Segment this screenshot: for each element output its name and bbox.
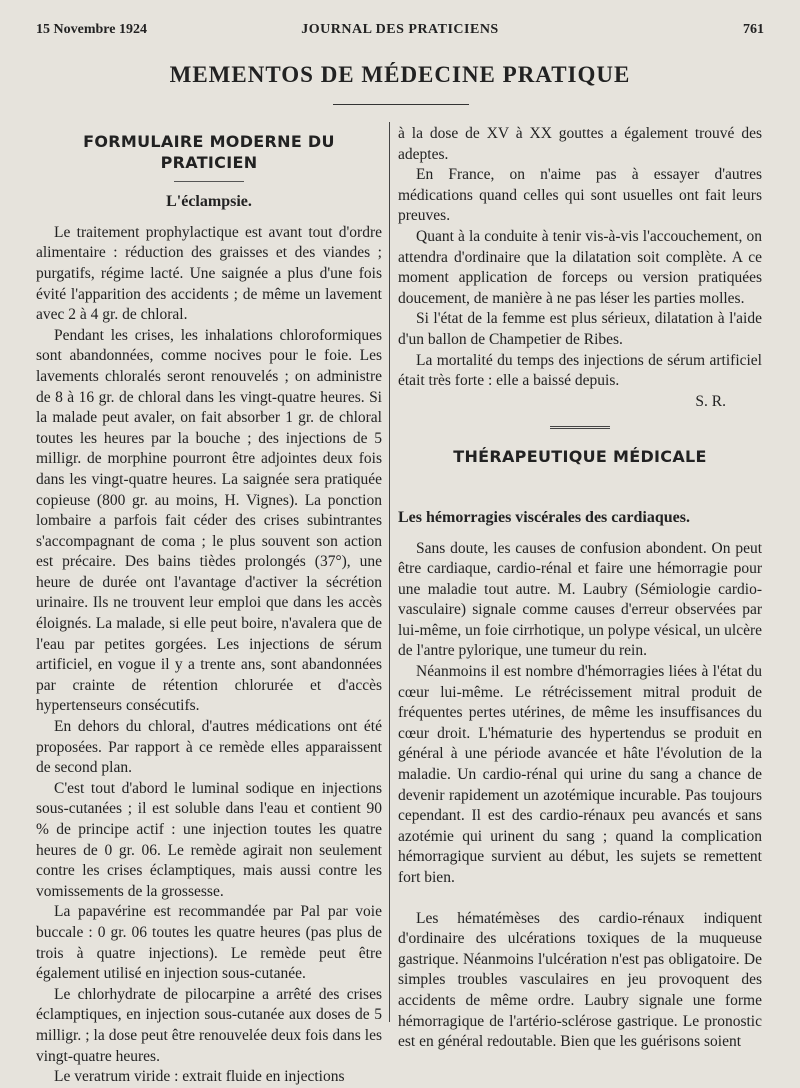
paragraph: Le traitement prophylactique est avant tout d'ordre alimentaire : réduction des graisses et des viandes ; purgatifs, régime lacté. Une saignée a plus d'une fois évité l'apparition des accidents ; de même un lavement avec 2 à 4 gr. de chloral. [36,223,382,324]
paragraph: La mortalité du temps des injections de sérum artificiel était très forte : elle a baissé depuis. [398,351,762,390]
paragraph: En dehors du chloral, d'autres médications ont été proposées. Par rapport à ce remède elles apparaissent de second plan. [36,718,382,777]
paragraph: Pendant les crises, les inhalations chloroformiques sont abandonnées, comme nocives pour le foie. Les lavements chloralés seront renouvelés ; on administre de 8 à 16 gr. de chloral dans les vingt-quatre heures. Si la malade peut avaler, on fait absorber 1 gr. de chloral toutes les heures par la bouche ; des injections de 5 milligr. de morphine pourront être adjointes deux fois dans les vingt-quatre heures. La saignée sera pratiquée copieuse (800 gr. au moins, H. Vignes). La ponction lombaire a parfois fait céder des crises subintrantes s'accompagnant de coma ; le plus souvent son action est précaire. Des bains tièdes prolongés (37°), une heure de durée ont l'avantage d'activer la sécrétion urinaire. Ils ne trouvent leur emploi que dans les accès éloignés. La malade, si elle peut boire, n'avalera que de l'eau par petites gorgées. Les injections de sérum artificiel, en vogue il y a trente ans, sont abandonnées par crainte de rétention chlorurée et d'accès hypertenseurs consécutifs. [36,326,382,715]
page-number: 761 [743,22,764,37]
paragraph: Les hématémèses des cardio-rénaux indiquent d'ordinaire des ulcérations toxiques de la muqueuse gastrique. Néanmoins l'ulcération n'est pas obligatoire. De simples troubles vasculaires en jeu provoquent des accidents de même ordre. Laubry signale une forme hémorragique de l'artério-sclérose gastrique. Le pronostic est en général redoutable. Bien que les guérisons soient [398,909,762,1051]
issue-date: 15 Novembre 1924 [36,22,147,37]
right-column [398,124,762,1053]
paragraph: à la dose de XV à XX gouttes a également trouvé des adeptes. [398,125,762,163]
journal-name: JOURNAL DES PRATICIENS [301,22,499,37]
double-rule [550,426,610,431]
page-title: MEMENTOS DE MÉDECINE PRATIQUE [169,62,631,87]
article-title: Les hémorragies viscérales des cardiaques. [398,508,690,526]
paragraph: C'est tout d'abord le luminal sodique en injections sous-cutanées ; il est soluble dans l'eau et contient 90 % de principe actif : une injection toutes les quatre heures de 0 gr. 06. Le remède agirait non seulement contre les crises éclamptiques, mais aussi contre les vomissements de la grossesse. [36,779,382,900]
article-subtitle: L'éclampsie. [166,193,252,211]
paragraph: La papavérine est recommandée par Pal par voie buccale : 0 gr. 06 toutes les quatre heures (pas plus de trois à quatre injections). Le remède peut être également utilisé en injection sous-cutanée. [36,903,382,983]
section-heading-therapeutique: THÉRAPEUTIQUE MÉDICALE [453,447,707,467]
paragraph: Quant à la conduite à tenir vis-à-vis l'accouchement, on attendra d'ordinaire que la dilatation soit complète. A ce moment application de forceps ou version pratiquées doucement, de manière à ne pas léser les parties molles. [398,227,762,307]
left-column [36,124,382,1088]
paragraph: Sans doute, les causes de confusion abondent. On peut être cardiaque, cardio-rénal et faire une hémorragie pour une maladie tout autre. M. Laubry (Sémiologie cardio-vasculaire) signale comme causes d'erreur observées par lui-même, un foie cirrhotique, un polype vésical, un ulcère de l'antre pylorique, une tumeur du rein. [398,539,762,660]
section-heading-formulaire: FORMULAIRE MODERNE DU PRATICIEN [83,132,335,172]
spacer [398,889,762,909]
paragraph: Néanmoins il est nombre d'hémorragies liées à l'état du cœur lui-même. Le rétrécissement mitral produit de fréquentes pertes utérines, de même les insuffisances du cœur droit. L'hématurie des hypertendus se produit en général à une période avancée et hâte l'évolution de la maladie. Un cardio-rénal qui urine du sang a chance de devenir rapidement un azotémique incurable. Pas toujours cependant. Il est des cardio-rénaux peu avancés et sans azotémie qui urinent du sang ; quand la complication hémorragique survient au début, les sujets se remettent fort bien. [398,663,762,886]
title-rule [333,104,469,105]
paragraph: Le veratrum viride : extrait fluide en injections [54,1068,345,1086]
paragraph: Le chlorhydrate de pilocarpine a arrêté des crises éclamptiques, en injection sous-cutanée aux doses de 5 milligr. ; la dose peut être renouvelée deux fois dans les vingt-quatre heures. [36,985,382,1065]
paragraph: En France, on n'aime pas à essayer d'autres médications quand celles qui sont usuelles ont fait leurs preuves. [398,166,762,225]
paragraph: Si l'état de la femme est plus sérieux, dilatation à l'aide d'un ballon de Champetier de Ribes. [398,310,762,348]
column-divider [389,122,390,1022]
section-rule [174,181,244,182]
author-signature: S. R. [695,392,726,410]
running-head [36,20,764,44]
